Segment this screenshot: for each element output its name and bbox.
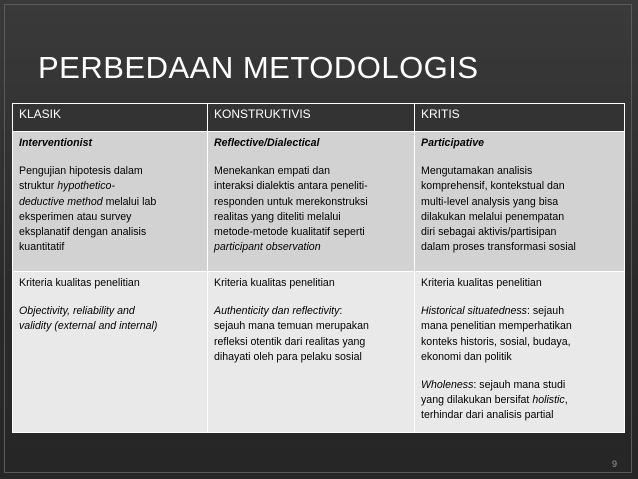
cell-line: participant observation: [214, 241, 321, 254]
cell-konstruktivis-approach: [208, 132, 415, 272]
cell-line: dalam proses transformasi sosial: [421, 241, 576, 254]
cell-line: dihayati oleh para pelaku sosial: [214, 350, 362, 363]
cell-line: Objectivity, reliability and: [19, 305, 135, 318]
table-row: [13, 272, 625, 433]
cell-heading: Participative: [421, 137, 485, 149]
slide-title: PERBEDAAN METODOLOGIS: [38, 50, 479, 85]
italic-span: hypothetico-: [57, 180, 115, 193]
cell-heading: Kriteria kualitas penelitian: [421, 277, 542, 289]
text-span: ,: [564, 394, 568, 407]
text-span: struktur: [19, 180, 58, 193]
cell-line: refleksi otentik dari realitas yang: [214, 335, 366, 348]
cell-line: Mengutamakan analisis: [421, 165, 533, 178]
cell-heading: Interventionist: [19, 137, 92, 149]
text-span: : sejauh mana studi: [473, 379, 566, 392]
comparison-table: [12, 103, 625, 433]
cell-line: sejauh mana temuan merupakan: [214, 320, 369, 333]
cell-line: [19, 195, 202, 210]
page-number: 9: [612, 459, 618, 469]
cell-line: metode-metode kualitatif seperti: [214, 226, 365, 239]
cell-heading: Kriteria kualitas penelitian: [214, 277, 335, 289]
cell-konstruktivis-criteria: [208, 272, 415, 433]
cell-line: mana penelitian memperhatikan: [421, 320, 572, 333]
cell-line: terhindar dari analisis partial: [421, 409, 554, 422]
header-kritis: KRITIS: [415, 104, 625, 132]
cell-heading: Kriteria kualitas penelitian: [19, 277, 140, 289]
cell-line: ekonomi dan politik: [421, 350, 512, 363]
cell-line: interaksi dialektis antara peneliti-: [214, 180, 368, 193]
cell-line: Menekankan empati dan: [214, 165, 331, 178]
cell-line: diri sebagai aktivis/partisipan: [421, 226, 557, 239]
cell-line: multi-level analysis yang bisa: [421, 195, 559, 208]
cell-line: kuantitatif: [19, 241, 65, 254]
text-span: : sejauh: [526, 305, 565, 318]
cell-line: komprehensif, kontekstual dan: [421, 180, 565, 193]
italic-span: holistic: [532, 394, 565, 407]
cell-line: validity (external and internal): [19, 320, 158, 333]
header-konstruktivis: KONSTRUKTIVIS: [208, 104, 415, 132]
header-row: [13, 104, 625, 132]
cell-line: [19, 179, 202, 194]
cell-line: eksperimen atau survey: [19, 210, 132, 223]
cell-line: responden untuk merekonstruksi: [214, 195, 368, 208]
text-span: :: [339, 305, 343, 318]
italic-span: Authenticity dan reflectivity: [214, 305, 340, 318]
cell-klasik-approach: [13, 132, 208, 272]
cell-line: [214, 304, 409, 319]
cell-line: realitas yang diteliti melalui: [214, 210, 341, 223]
text-span: melalui lab: [102, 195, 157, 208]
cell-line: dilakukan melalui penempatan: [421, 210, 565, 223]
cell-line: eksplanatif dengan analisis: [19, 226, 147, 239]
cell-heading: Reflective/Dialectical: [214, 137, 320, 149]
cell-line: [421, 393, 619, 408]
cell-line: [421, 304, 619, 319]
italic-span: Historical situatedness: [421, 305, 527, 318]
cell-klasik-criteria: [13, 272, 208, 433]
cell-kritis-criteria: [415, 272, 625, 433]
italic-span: Wholeness: [421, 379, 474, 392]
table-row: [13, 132, 625, 272]
cell-kritis-approach: [415, 132, 625, 272]
italic-span: deductive method: [19, 195, 103, 208]
cell-line: Pengujian hipotesis dalam: [19, 165, 143, 178]
header-klasik: KLASIK: [13, 104, 208, 132]
cell-line: konteks historis, sosial, budaya,: [421, 335, 571, 348]
text-span: yang dilakukan bersifat: [421, 394, 533, 407]
cell-line: [421, 378, 619, 393]
